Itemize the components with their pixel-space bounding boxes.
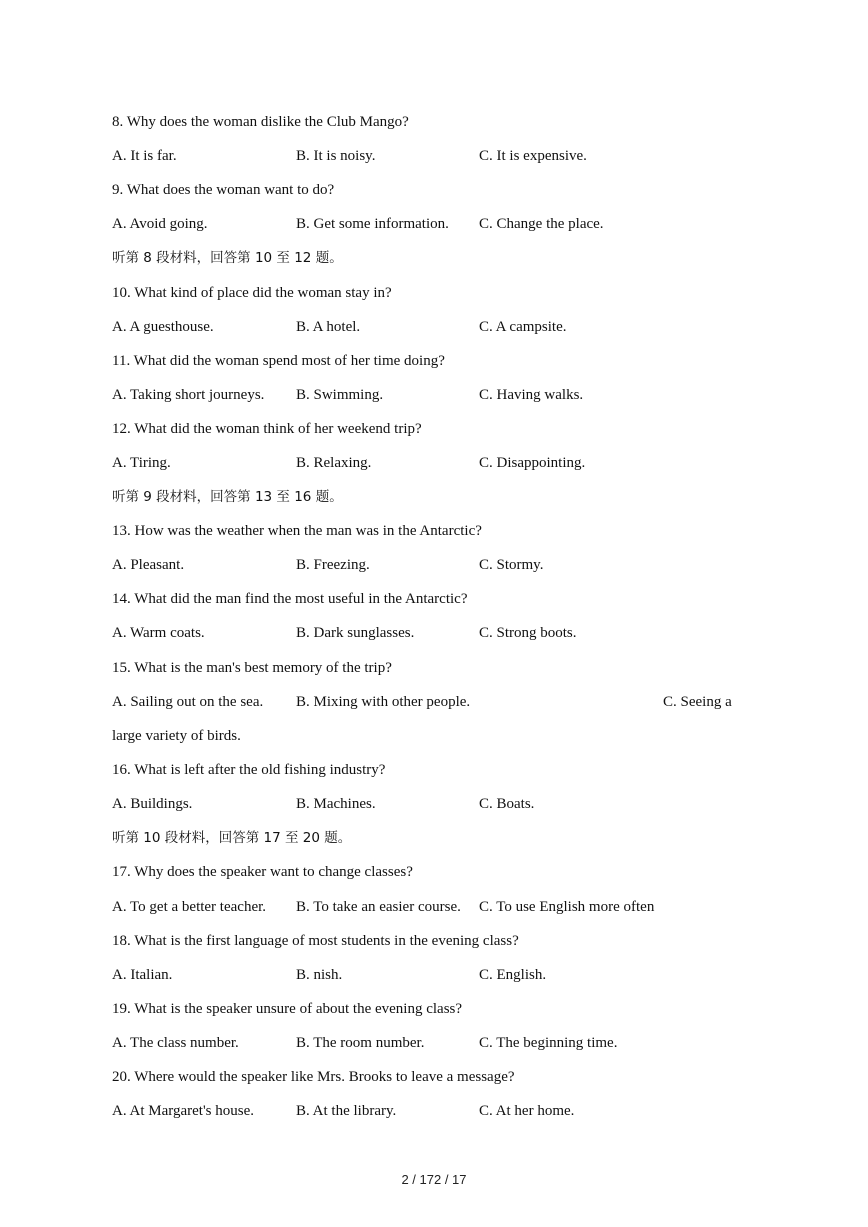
option-17a: A. To get a better teacher. bbox=[112, 899, 267, 915]
question-14: 14. What did the man find the most useful in the Antarctic? bbox=[112, 591, 468, 607]
option-11b: B. Swimming. bbox=[296, 387, 384, 403]
option-17b: B. To take an easier course. bbox=[296, 899, 461, 915]
option-14a: A. Warm coats. bbox=[112, 625, 205, 641]
option-15b: B. Mixing with other people. bbox=[296, 694, 471, 710]
question-12: 12. What did the woman think of her weekend trip? bbox=[112, 421, 422, 437]
question-19: 19. What is the speaker unsure of about the evening class? bbox=[112, 1001, 463, 1017]
option-18a: A. Italian. bbox=[112, 967, 173, 983]
option-20c: C. At her home. bbox=[479, 1103, 575, 1119]
option-12c: C. Disappointing. bbox=[479, 455, 586, 471]
question-17: 17. Why does the speaker want to change classes? bbox=[112, 864, 413, 880]
option-17c: C. To use English more often bbox=[479, 899, 655, 915]
question-8: 8. Why does the woman dislike the Club Mango? bbox=[112, 114, 409, 130]
option-10c: C. A campsite. bbox=[479, 319, 567, 335]
section-heading-10: 听第 10 段材料，回答第 17 至 20 题。 bbox=[112, 830, 352, 846]
question-10: 10. What kind of place did the woman stay in? bbox=[112, 285, 392, 301]
question-16: 16. What is left after the old fishing industry? bbox=[112, 762, 386, 778]
option-12a: A. Tiring. bbox=[112, 455, 171, 471]
question-15: 15. What is the man's best memory of the trip? bbox=[112, 660, 392, 676]
option-14b: B. Dark sunglasses. bbox=[296, 625, 415, 641]
section-heading-9: 听第 9 段材料，回答第 13 至 16 题。 bbox=[112, 489, 343, 505]
option-8b: B. It is noisy. bbox=[296, 148, 376, 164]
option-9b: B. Get some information. bbox=[296, 216, 449, 232]
option-11a: A. Taking short journeys. bbox=[112, 387, 265, 403]
question-20: 20. Where would the speaker like Mrs. Brooks to leave a message? bbox=[112, 1069, 515, 1085]
option-9c: C. Change the place. bbox=[479, 216, 604, 232]
option-19b: B. The room number. bbox=[296, 1035, 425, 1051]
option-19a: A. The class number. bbox=[112, 1035, 239, 1051]
option-20b: B. At the library. bbox=[296, 1103, 397, 1119]
option-11c: C. Having walks. bbox=[479, 387, 584, 403]
option-12b: B. Relaxing. bbox=[296, 455, 372, 471]
option-8c: C. It is expensive. bbox=[479, 148, 587, 164]
option-15c: C. Seeing a bbox=[663, 694, 732, 710]
option-16b: B. Machines. bbox=[296, 796, 376, 812]
option-13b: B. Freezing. bbox=[296, 557, 370, 573]
option-19c: C. The beginning time. bbox=[479, 1035, 618, 1051]
option-20a: A. At Margaret's house. bbox=[112, 1103, 254, 1119]
question-18: 18. What is the first language of most students in the evening class? bbox=[112, 933, 519, 949]
option-18c: C. English. bbox=[479, 967, 547, 983]
option-15a: A. Sailing out on the sea. bbox=[112, 694, 264, 710]
option-10b: B. A hotel. bbox=[296, 319, 361, 335]
option-18b: B. nish. bbox=[296, 967, 343, 983]
option-13c: C. Stormy. bbox=[479, 557, 544, 573]
option-9a: A. Avoid going. bbox=[112, 216, 208, 232]
option-8a: A. It is far. bbox=[112, 148, 177, 164]
option-16c: C. Boats. bbox=[479, 796, 535, 812]
option-15c-continued: large variety of birds. bbox=[112, 728, 241, 744]
option-10a: A. A guesthouse. bbox=[112, 319, 214, 335]
option-14c: C. Strong boots. bbox=[479, 625, 577, 641]
page-number: 2 / 172 / 17 bbox=[401, 1172, 467, 1187]
question-11: 11. What did the woman spend most of her time doing? bbox=[112, 353, 445, 369]
section-heading-8: 听第 8 段材料，回答第 10 至 12 题。 bbox=[112, 250, 343, 266]
question-9: 9. What does the woman want to do? bbox=[112, 182, 335, 198]
question-13: 13. How was the weather when the man was in the Antarctic? bbox=[112, 523, 482, 539]
option-13a: A. Pleasant. bbox=[112, 557, 185, 573]
option-16a: A. Buildings. bbox=[112, 796, 193, 812]
